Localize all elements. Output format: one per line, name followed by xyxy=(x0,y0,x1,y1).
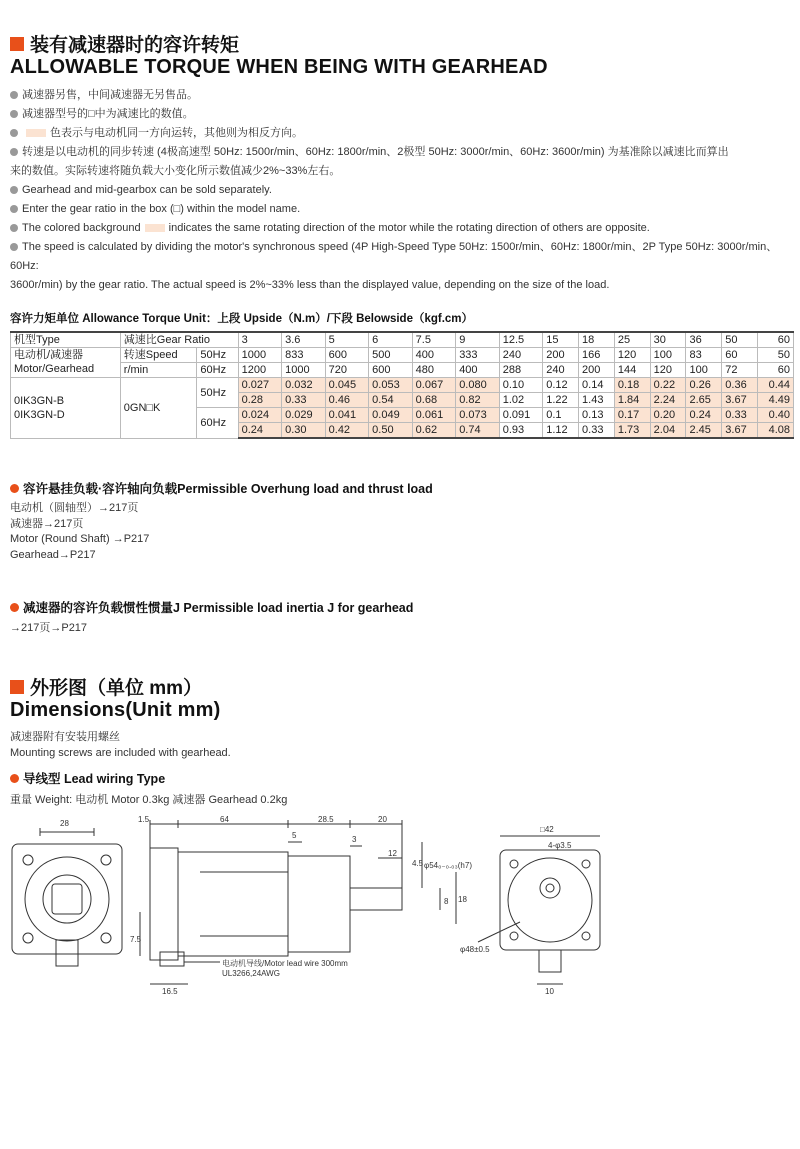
dim-label: 5 xyxy=(292,831,297,840)
table-cell: 1000 xyxy=(238,348,282,363)
table-cell: 480 xyxy=(412,363,456,378)
dim-label: 1.5 xyxy=(138,815,150,824)
note-text: The speed is calculated by dividing the motor's synchronous speed (4P High-Speed Type 50Hz: 1500r/min、60Hz: 1800r/min、2P Type 50Hz: 3000r/min、60Hz: xyxy=(10,241,778,272)
orange-square-icon xyxy=(10,37,24,51)
table-cell xyxy=(11,378,121,439)
note xyxy=(10,219,790,238)
table-cell: 1.84 xyxy=(614,393,650,408)
dim-label: 4-φ3.5 xyxy=(548,841,572,850)
ratio-header: 减速比Gear Ratio xyxy=(120,332,238,348)
orange-dot-icon xyxy=(10,774,19,783)
bullet-icon xyxy=(10,129,18,137)
bullet-icon xyxy=(10,186,18,194)
bullet-icon xyxy=(10,243,18,251)
screws-note: 减速器附有安装用螺丝 Mounting screws are included with gearhead. xyxy=(10,731,231,759)
dim-label: 8 xyxy=(444,897,449,906)
dim-label: 7.5 xyxy=(130,935,142,944)
table-cell: 333 xyxy=(456,348,500,363)
table-cell: 0.44 xyxy=(758,378,794,393)
table-cell: 288 xyxy=(499,363,543,378)
table-cell: 0.091 xyxy=(499,408,543,423)
table-cell: 0.13 xyxy=(579,408,615,423)
table-cell: 144 xyxy=(614,363,650,378)
table-cell: 0.36 xyxy=(722,378,758,393)
table-cell: 18 xyxy=(579,332,615,348)
table-title: 容许力矩单位 Allowance Torque Unit：上段 Upside（N.m）/下段 Belowside（kgf.cm） xyxy=(10,313,474,325)
table-cell: 400 xyxy=(456,363,500,378)
table-cell: 4.49 xyxy=(758,393,794,408)
table-cell: 0.33 xyxy=(722,408,758,423)
table-cell: 0.82 xyxy=(456,393,500,408)
table-cell: 50 xyxy=(722,332,758,348)
table-cell: 0.68 xyxy=(412,393,456,408)
dim-label: φ48±0.5 xyxy=(460,945,490,954)
note xyxy=(10,162,790,181)
table-cell: 0.12 xyxy=(543,378,579,393)
dim-label: 20 xyxy=(378,815,387,824)
orange-square-icon xyxy=(10,680,24,694)
note-text: 减速器型号的□中为减速比的数值。 xyxy=(22,108,194,120)
table-cell: 600 xyxy=(369,363,413,378)
lead-wiring-title: 导线型 Lead wiring Type xyxy=(10,769,165,787)
inertia-text: →217页→P217 xyxy=(10,622,88,634)
table-cell: 0.26 xyxy=(686,378,722,393)
table-cell: 0.049 xyxy=(369,408,413,423)
torque-title-cn: 装有减速器时的容许转矩 xyxy=(10,30,239,57)
note-text: 3600r/min) by the gear ratio. The actual speed is 2%~33% less than the displayed value, depending on the size of the load. xyxy=(10,279,610,291)
bullet-icon xyxy=(10,110,18,118)
table-cell: 15 xyxy=(543,332,579,348)
dim-label: □42 xyxy=(540,825,554,834)
table-cell: 3.6 xyxy=(282,332,326,348)
table-cell: 0.50 xyxy=(369,423,413,439)
table-cell: 0.1 xyxy=(543,408,579,423)
note-text: Gearhead and mid-gearbox can be sold separately. xyxy=(22,184,272,196)
table-cell: 60 xyxy=(758,332,794,348)
orange-dot-icon xyxy=(10,603,19,612)
bullet-icon xyxy=(10,148,18,156)
note xyxy=(10,143,790,162)
table-cell: 0.17 xyxy=(614,408,650,423)
lead-wire-label: 电动机导线/Motor lead wire 300mm xyxy=(222,959,348,968)
table-cell: 0.24 xyxy=(686,408,722,423)
note-text: 减速器另售，中间减速器无另售品。 xyxy=(22,89,198,101)
note-text: Enter the gear ratio in the box (□) within the model name. xyxy=(22,203,301,215)
table-cell: 3 xyxy=(238,332,282,348)
table-cell: 0.14 xyxy=(579,378,615,393)
table-cell: 60 xyxy=(722,348,758,363)
table-cell: 25 xyxy=(614,332,650,348)
table-cell: 0.24 xyxy=(238,423,282,439)
table-cell: 0.073 xyxy=(456,408,500,423)
torque-table xyxy=(10,331,794,439)
table-cell: 100 xyxy=(686,363,722,378)
table-cell: 50 xyxy=(758,348,794,363)
dim-label: 28.5 xyxy=(318,815,334,824)
table-cell: 0.54 xyxy=(369,393,413,408)
table-cell: 100 xyxy=(650,348,686,363)
table-cell: 0.93 xyxy=(499,423,543,439)
note xyxy=(10,124,790,143)
note xyxy=(10,238,790,276)
table-cell: 2.24 xyxy=(650,393,686,408)
table-cell: 240 xyxy=(499,348,543,363)
table-cell: 0.40 xyxy=(758,408,794,423)
table-cell: 0.33 xyxy=(282,393,326,408)
table-cell: 0.33 xyxy=(579,423,615,439)
dim-label: 64 xyxy=(220,815,229,824)
table-cell: 1200 xyxy=(238,363,282,378)
table-cell: 0.027 xyxy=(238,378,282,393)
table-cell: 500 xyxy=(369,348,413,363)
table-cell: 83 xyxy=(686,348,722,363)
table-cell: 833 xyxy=(282,348,326,363)
table-cell: 3.67 xyxy=(722,423,758,439)
table-cell: 1.22 xyxy=(543,393,579,408)
table-cell: 1.02 xyxy=(499,393,543,408)
dim-label: 3 xyxy=(352,835,357,844)
table-cell: 4.08 xyxy=(758,423,794,439)
table-cell: 60Hz xyxy=(197,363,238,378)
table-cell: 1.12 xyxy=(543,423,579,439)
dim-label: 12 xyxy=(388,849,397,858)
table-cell: 0.46 xyxy=(325,393,369,408)
table-cell: 0.10 xyxy=(499,378,543,393)
note xyxy=(10,86,790,105)
table-cell: 2.04 xyxy=(650,423,686,439)
table-cell: 1.73 xyxy=(614,423,650,439)
table-cell: 400 xyxy=(412,348,456,363)
note xyxy=(10,105,790,124)
table-cell: 200 xyxy=(543,348,579,363)
dimension-drawing xyxy=(0,812,800,997)
table-cell: 9 xyxy=(456,332,500,348)
table-cell: 0.74 xyxy=(456,423,500,439)
table-cell: 0.22 xyxy=(650,378,686,393)
note-text: 色表示与电动机同一方向运转，其他则为相反方向。 xyxy=(50,127,303,139)
bullet-icon xyxy=(10,91,18,99)
table-cell: 50Hz xyxy=(197,348,238,363)
color-swatch xyxy=(145,224,165,232)
table-cell: 120 xyxy=(614,348,650,363)
dim-label: 18 xyxy=(458,895,467,904)
table-row xyxy=(11,332,794,348)
table-cell: 0.045 xyxy=(325,378,369,393)
table-cell: 6 xyxy=(369,332,413,348)
table-cell: 200 xyxy=(579,363,615,378)
table-cell: 60 xyxy=(758,363,794,378)
table-cell: 1000 xyxy=(282,363,326,378)
torque-title-en: ALLOWABLE TORQUE WHEN BEING WITH GEARHEAD xyxy=(10,56,548,78)
inertia-title: 减速器的容许负载惯性惯量J Permissible load inertia J for gearhead xyxy=(10,598,413,616)
color-swatch xyxy=(26,129,46,137)
table-cell: 0.024 xyxy=(238,408,282,423)
note xyxy=(10,181,790,200)
motor-model-d: 0IK3GN-D xyxy=(14,408,65,421)
bullet-icon xyxy=(10,224,18,232)
table-cell: 0.029 xyxy=(282,408,326,423)
note-text: 来的数值。实际转速将随负载大小变化所示数值减少2%~33%左右。 xyxy=(10,165,341,177)
table-row xyxy=(11,348,794,363)
table-cell: 36 xyxy=(686,332,722,348)
note-text: 转速是以电动机的同步转速 (4极高速型 50Hz: 1500r/min、60Hz: 1800r/min、2极型 50Hz: 3000r/min、60Hz: 3600r/min) 为基准除以减速比而算出 xyxy=(22,146,729,158)
motor-model-b: 0IK3GN-B xyxy=(14,394,65,407)
table-cell: 240 xyxy=(543,363,579,378)
note-text: indicates the same rotating direction of the motor while the rotating direction of others are opposite. xyxy=(168,222,650,234)
table-row xyxy=(11,363,794,378)
table-cell: 2.45 xyxy=(686,423,722,439)
dim-label: 28 xyxy=(60,819,69,828)
dim-label: φ54₀₋₀.₀₃(h7) xyxy=(424,861,472,870)
overhung-text: 电动机（圆轴型）→217页 减速器→217页 Motor (Round Shaft) →P217 Gearhead→P217 xyxy=(10,502,150,561)
ul-label: UL3266,24AWG xyxy=(222,969,280,978)
table-cell: r/min xyxy=(120,363,197,378)
note xyxy=(10,200,790,219)
gearhead-model: 0GN□K xyxy=(120,378,197,439)
table-cell: 0.053 xyxy=(369,378,413,393)
table-cell: 电动机/减速器 Motor/Gearhead xyxy=(11,348,121,378)
overhung-title: 容许悬挂负载·容许轴向负载Permissible Overhung load and thrust load xyxy=(10,479,433,497)
table-cell: 2.65 xyxy=(686,393,722,408)
dim-label: 4.5 xyxy=(412,859,424,868)
table-cell: 120 xyxy=(650,363,686,378)
table-cell: 50Hz xyxy=(197,378,238,408)
table-cell: 3.67 xyxy=(722,393,758,408)
table-cell: 0.080 xyxy=(456,378,500,393)
right-end-view xyxy=(478,836,600,984)
type-header: 机型Type xyxy=(11,332,121,348)
table-cell: 0.067 xyxy=(412,378,456,393)
table-cell: 5 xyxy=(325,332,369,348)
table-cell: 0.061 xyxy=(412,408,456,423)
table-cell: 0.032 xyxy=(282,378,326,393)
table-cell: 600 xyxy=(325,348,369,363)
left-end-view xyxy=(12,828,122,966)
note xyxy=(10,276,790,295)
dimensions-title-en: Dimensions(Unit mm) xyxy=(10,699,221,721)
note-text: The colored background xyxy=(22,222,141,234)
notes xyxy=(10,86,790,295)
table-cell: 30 xyxy=(650,332,686,348)
table-cell: 0.18 xyxy=(614,378,650,393)
table-row xyxy=(11,378,794,393)
dim-label: 16.5 xyxy=(162,987,178,996)
table-cell: 0.28 xyxy=(238,393,282,408)
table-cell: 0.30 xyxy=(282,423,326,439)
orange-dot-icon xyxy=(10,484,19,493)
dim-label: 10 xyxy=(545,987,554,996)
table-cell: 166 xyxy=(579,348,615,363)
dimensions-title-cn: 外形图（单位 mm） xyxy=(10,673,202,700)
table-cell: 1.43 xyxy=(579,393,615,408)
weight-text: 重量 Weight: 电动机 Motor 0.3kg 减速器 Gearhead 0.2kg xyxy=(10,794,288,806)
table-cell: 转速Speed xyxy=(120,348,197,363)
table-cell: 720 xyxy=(325,363,369,378)
table-cell: 0.041 xyxy=(325,408,369,423)
table-cell: 0.42 xyxy=(325,423,369,439)
table-cell: 12.5 xyxy=(499,332,543,348)
table-cell: 0.20 xyxy=(650,408,686,423)
bullet-icon xyxy=(10,205,18,213)
table-cell: 0.62 xyxy=(412,423,456,439)
table-cell: 7.5 xyxy=(412,332,456,348)
table-cell: 72 xyxy=(722,363,758,378)
table-cell: 60Hz xyxy=(197,408,238,439)
